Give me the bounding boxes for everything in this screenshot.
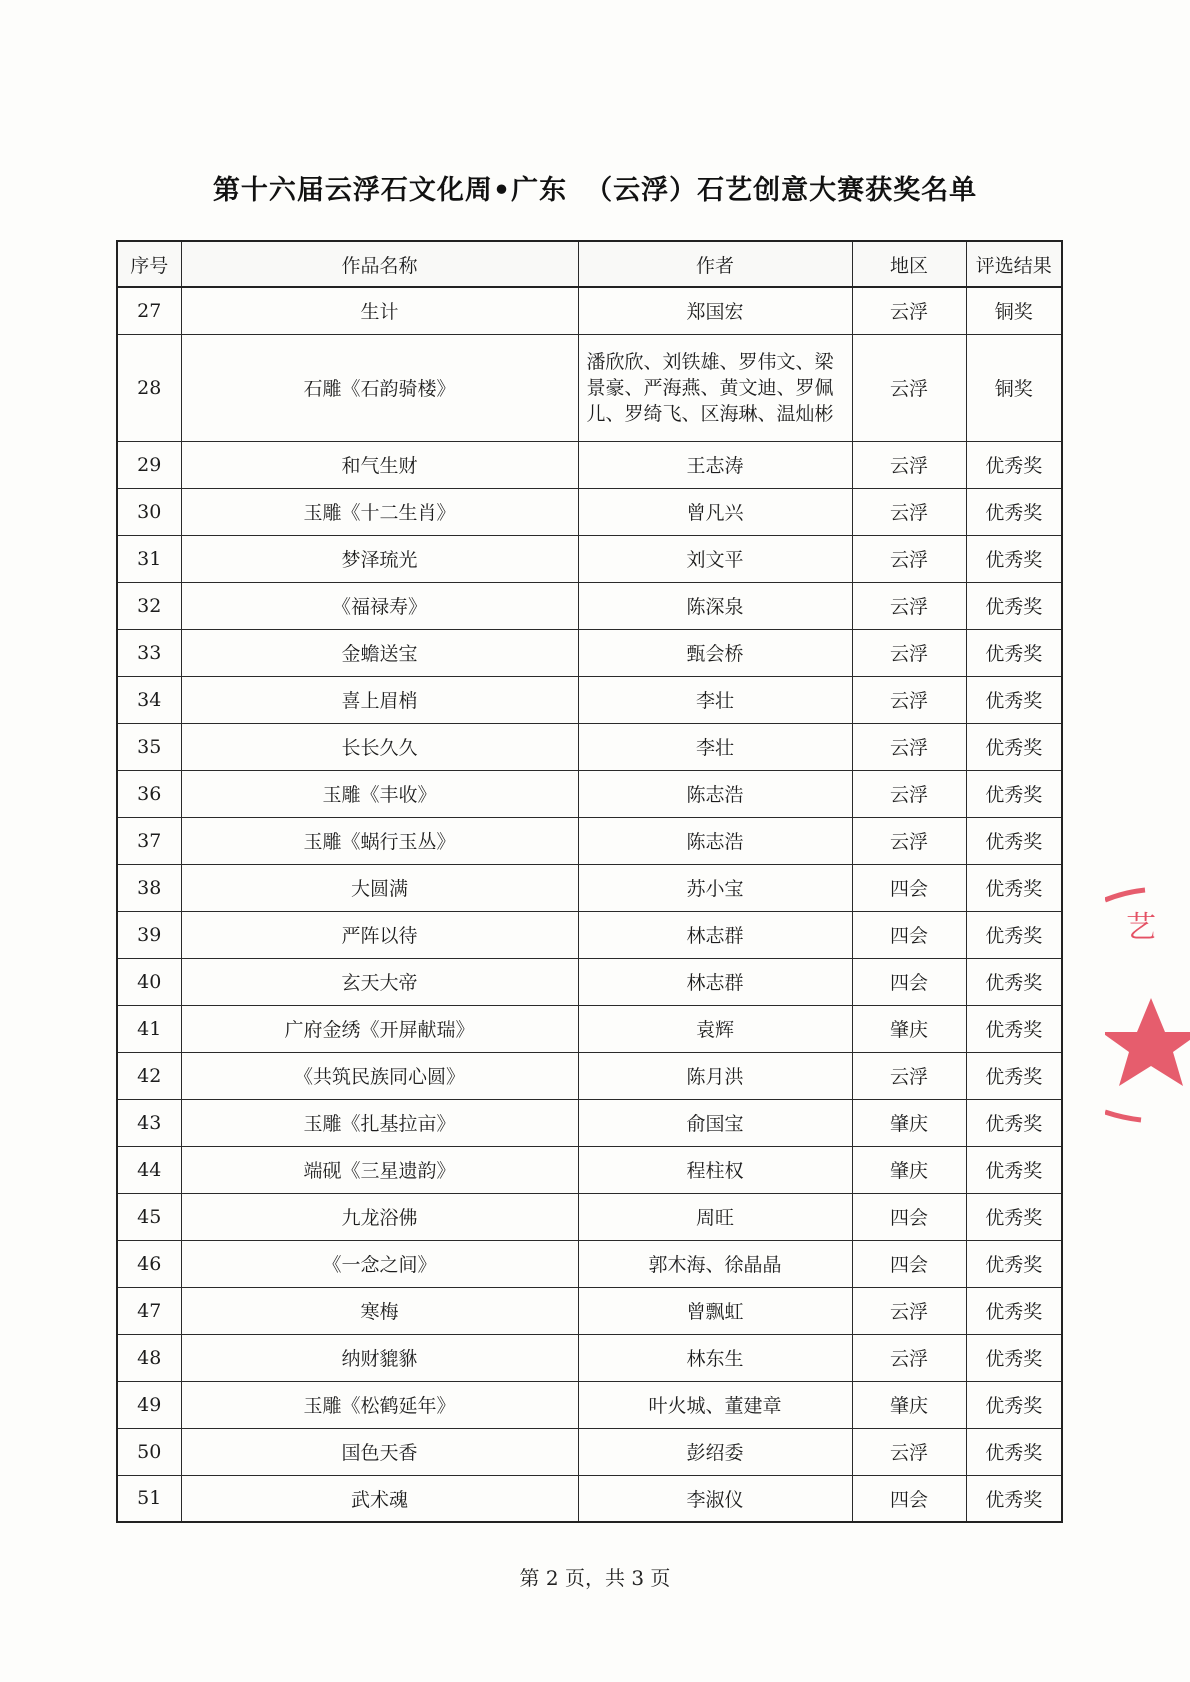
cell-region: 云浮	[852, 334, 966, 441]
header-author: 作者	[578, 241, 852, 287]
cell-region: 四会	[852, 958, 966, 1005]
cell-author: 曾凡兴	[578, 488, 852, 535]
cell-name: 梦泽琉光	[181, 535, 578, 582]
cell-result: 优秀奖	[966, 582, 1062, 629]
cell-no: 43	[117, 1099, 181, 1146]
cell-no: 29	[117, 441, 181, 488]
table-row	[117, 864, 1062, 911]
page-title	[0, 168, 1190, 207]
cell-result: 优秀奖	[966, 911, 1062, 958]
cell-author: 俞国宝	[578, 1099, 852, 1146]
cell-author: 潘欣欣、刘铁雄、罗伟文、梁景豪、严海燕、黄文迪、罗佩儿、罗绮飞、区海琳、温灿彬	[578, 334, 852, 441]
cell-no: 35	[117, 723, 181, 770]
cell-result: 优秀奖	[966, 1287, 1062, 1334]
cell-result: 优秀奖	[966, 1240, 1062, 1287]
cell-result: 优秀奖	[966, 629, 1062, 676]
cell-name: 九龙浴佛	[181, 1193, 578, 1240]
cell-no: 31	[117, 535, 181, 582]
cell-no: 45	[117, 1193, 181, 1240]
cell-name: 端砚《三星遗韵》	[181, 1146, 578, 1193]
cell-result: 优秀奖	[966, 1099, 1062, 1146]
cell-region: 云浮	[852, 582, 966, 629]
table-row	[117, 334, 1062, 441]
header-no: 序号	[117, 241, 181, 287]
table-row	[117, 1099, 1062, 1146]
cell-no: 51	[117, 1475, 181, 1522]
cell-author: 王志涛	[578, 441, 852, 488]
table-row	[117, 1052, 1062, 1099]
table-row	[117, 1475, 1062, 1522]
table-row	[117, 582, 1062, 629]
table-row	[117, 1428, 1062, 1475]
cell-result: 优秀奖	[966, 1193, 1062, 1240]
cell-result: 优秀奖	[966, 1146, 1062, 1193]
table-row	[117, 535, 1062, 582]
table-row	[117, 1005, 1062, 1052]
cell-region: 云浮	[852, 441, 966, 488]
cell-result: 铜奖	[966, 287, 1062, 334]
cell-region: 云浮	[852, 770, 966, 817]
cell-region: 云浮	[852, 287, 966, 334]
cell-no: 40	[117, 958, 181, 1005]
cell-no: 30	[117, 488, 181, 535]
cell-author: 刘文平	[578, 535, 852, 582]
cell-name: 玉雕《蜗行玉丛》	[181, 817, 578, 864]
cell-no: 48	[117, 1334, 181, 1381]
header-region: 地区	[852, 241, 966, 287]
table-row	[117, 1240, 1062, 1287]
cell-region: 四会	[852, 911, 966, 958]
cell-author: 李壮	[578, 723, 852, 770]
cell-no: 46	[117, 1240, 181, 1287]
cell-result: 优秀奖	[966, 770, 1062, 817]
cell-name: 《福禄寿》	[181, 582, 578, 629]
cell-result: 优秀奖	[966, 1428, 1062, 1475]
cell-region: 云浮	[852, 676, 966, 723]
cell-no: 33	[117, 629, 181, 676]
cell-author: 周旺	[578, 1193, 852, 1240]
cell-name: 《共筑民族同心圆》	[181, 1052, 578, 1099]
header-name: 作品名称	[181, 241, 578, 287]
cell-no: 27	[117, 287, 181, 334]
title-part-1: 第十六届云浮石文化周•广东	[212, 175, 568, 206]
cell-author: 陈志浩	[578, 817, 852, 864]
cell-no: 44	[117, 1146, 181, 1193]
cell-result: 优秀奖	[966, 535, 1062, 582]
cell-region: 云浮	[852, 1052, 966, 1099]
table-row	[117, 1381, 1062, 1428]
seal-star-icon	[1105, 998, 1190, 1086]
cell-no: 36	[117, 770, 181, 817]
cell-name: 严阵以待	[181, 911, 578, 958]
cell-no: 47	[117, 1287, 181, 1334]
cell-no: 42	[117, 1052, 181, 1099]
table-row	[117, 1287, 1062, 1334]
cell-name: 玄天大帝	[181, 958, 578, 1005]
cell-no: 34	[117, 676, 181, 723]
cell-author: 林东生	[578, 1334, 852, 1381]
page-number: 第 2 页，共 3 页	[519, 1566, 671, 1590]
cell-author: 陈月洪	[578, 1052, 852, 1099]
cell-author: 陈深泉	[578, 582, 852, 629]
cell-result: 优秀奖	[966, 1334, 1062, 1381]
cell-result: 优秀奖	[966, 958, 1062, 1005]
table-row	[117, 770, 1062, 817]
cell-no: 49	[117, 1381, 181, 1428]
table-row	[117, 817, 1062, 864]
cell-author: 李壮	[578, 676, 852, 723]
cell-author: 苏小宝	[578, 864, 852, 911]
cell-region: 云浮	[852, 488, 966, 535]
cell-result: 优秀奖	[966, 441, 1062, 488]
cell-result: 优秀奖	[966, 1475, 1062, 1522]
cell-result: 优秀奖	[966, 1005, 1062, 1052]
cell-name: 武术魂	[181, 1475, 578, 1522]
table-header-row	[117, 241, 1062, 287]
cell-name: 玉雕《扎基拉亩》	[181, 1099, 578, 1146]
cell-no: 32	[117, 582, 181, 629]
cell-name: 玉雕《松鹤延年》	[181, 1381, 578, 1428]
cell-name: 玉雕《丰收》	[181, 770, 578, 817]
cell-name: 纳财貔貅	[181, 1334, 578, 1381]
cell-result: 优秀奖	[966, 864, 1062, 911]
cell-result: 优秀奖	[966, 488, 1062, 535]
cell-region: 四会	[852, 1240, 966, 1287]
cell-region: 云浮	[852, 1428, 966, 1475]
seal-text: 艺	[1126, 910, 1156, 945]
cell-no: 39	[117, 911, 181, 958]
cell-region: 四会	[852, 1193, 966, 1240]
cell-name: 生计	[181, 287, 578, 334]
cell-result: 铜奖	[966, 334, 1062, 441]
cell-region: 云浮	[852, 1334, 966, 1381]
cell-region: 云浮	[852, 629, 966, 676]
table-row	[117, 441, 1062, 488]
table-row	[117, 958, 1062, 1005]
cell-region: 云浮	[852, 535, 966, 582]
cell-result: 优秀奖	[966, 817, 1062, 864]
cell-name: 广府金绣《开屏献瑞》	[181, 1005, 578, 1052]
cell-author: 曾飘虹	[578, 1287, 852, 1334]
table-row	[117, 287, 1062, 334]
cell-region: 肇庆	[852, 1099, 966, 1146]
cell-author: 林志群	[578, 958, 852, 1005]
cell-region: 肇庆	[852, 1005, 966, 1052]
cell-author: 叶火城、董建章	[578, 1381, 852, 1428]
cell-region: 肇庆	[852, 1146, 966, 1193]
cell-result: 优秀奖	[966, 723, 1062, 770]
table-row	[117, 911, 1062, 958]
table-row	[117, 1334, 1062, 1381]
table-row	[117, 629, 1062, 676]
cell-region: 云浮	[852, 1287, 966, 1334]
cell-region: 云浮	[852, 817, 966, 864]
table-body	[117, 287, 1062, 1522]
table-row	[117, 488, 1062, 535]
cell-author: 郑国宏	[578, 287, 852, 334]
cell-name: 喜上眉梢	[181, 676, 578, 723]
table-row	[117, 676, 1062, 723]
cell-name: 《一念之间》	[181, 1240, 578, 1287]
cell-region: 云浮	[852, 723, 966, 770]
cell-name: 石雕《石韵骑楼》	[181, 334, 578, 441]
table-row	[117, 1193, 1062, 1240]
cell-name: 玉雕《十二生肖》	[181, 488, 578, 535]
cell-author: 陈志浩	[578, 770, 852, 817]
cell-region: 四会	[852, 1475, 966, 1522]
cell-no: 38	[117, 864, 181, 911]
cell-no: 50	[117, 1428, 181, 1475]
cell-name: 和气生财	[181, 441, 578, 488]
table-row	[117, 1146, 1062, 1193]
cell-author: 甄会桥	[578, 629, 852, 676]
title-part-2: （云浮）石艺创意大赛获奖名单	[585, 175, 978, 206]
cell-result: 优秀奖	[966, 1052, 1062, 1099]
cell-region: 四会	[852, 864, 966, 911]
cell-result: 优秀奖	[966, 676, 1062, 723]
cell-author: 彭绍委	[578, 1428, 852, 1475]
cell-name: 国色天香	[181, 1428, 578, 1475]
cell-name: 大圆满	[181, 864, 578, 911]
cell-name: 金蟾送宝	[181, 629, 578, 676]
cell-no: 41	[117, 1005, 181, 1052]
cell-author: 李淑仪	[578, 1475, 852, 1522]
cell-result: 优秀奖	[966, 1381, 1062, 1428]
cell-author: 袁辉	[578, 1005, 852, 1052]
awards-table	[116, 240, 1063, 1523]
cell-no: 37	[117, 817, 181, 864]
table-row	[117, 723, 1062, 770]
cell-author: 林志群	[578, 911, 852, 958]
cell-name: 寒梅	[181, 1287, 578, 1334]
cell-name: 长长久久	[181, 723, 578, 770]
cell-author: 郭木海、徐晶晶	[578, 1240, 852, 1287]
cell-region: 肇庆	[852, 1381, 966, 1428]
header-result: 评选结果	[966, 241, 1062, 287]
cell-no: 28	[117, 334, 181, 441]
cell-author: 程柱权	[578, 1146, 852, 1193]
